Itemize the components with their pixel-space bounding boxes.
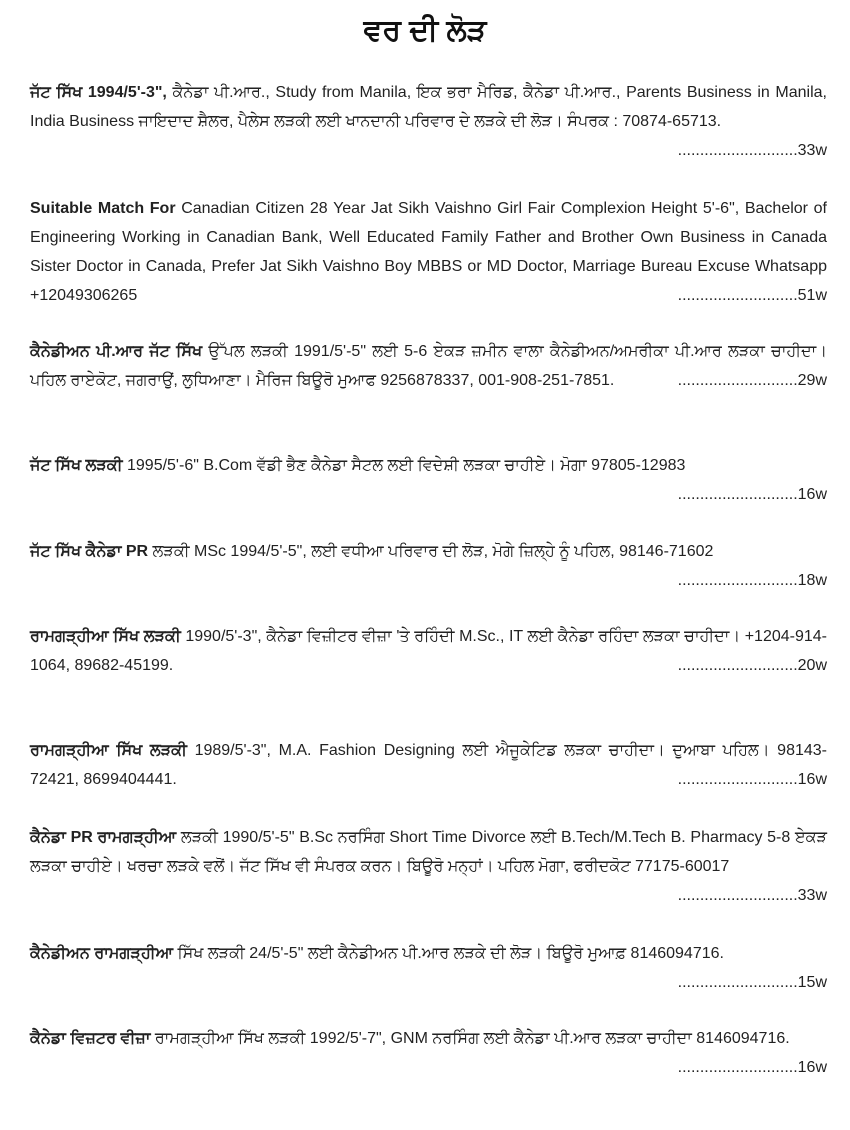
ad-code: ...........................29w (677, 372, 827, 389)
ad-lead: ਕੈਨੇਡੀਅਨ ਰਾਮਗੜ੍ਹੀਆ (30, 945, 173, 962)
ad-body: ਕੈਨੇਡਾ ਪੀ.ਆਰ., Study from Manila, ਇਕ ਭਰਾ ਮੈਰਿਡ, ਕੈਨੇਡਾ ਪੀ.ਆਰ., Parents Business in Manila, India Business ਜਾਇਦਾਦ ਸ਼ੈਲਰ, ਪੈਲੇਸ ਲੜਕੀ ਲਈ ਖਾਨਦਾਨੀ ਪਰਿਵਾਰ ਦੇ ਲੜਕੇ ਦੀ ਲੋੜ। ਸੰਪਰਕ : 70874-65713. (30, 84, 828, 130)
ad-body: ਉੱਪਲ ਲੜਕੀ 1991/5'-5" ਲਈ 5-6 ਏਕੜ ਜ਼ਮੀਨ ਵਾਲਾ ਕੈਨੇਡੀਅਨ/ਅਮਰੀਕਾ ਪੀ.ਆਰ ਲੜਕਾ ਚਾਹੀਦਾ। ਪਹਿਲ ਰਾਏਕੋਟ, ਜਗਰਾਉਂ, ਲੁਧਿਆਣਾ। ਮੈਰਿਜ ਬਿਊਰੋ ਮੁਆਫ 9256878337, 001-908-251-7851. (30, 343, 827, 389)
ad-text (30, 1024, 827, 1053)
ad-code: ...........................33w (677, 887, 827, 904)
ad-text (30, 939, 827, 968)
ad-text (30, 622, 827, 680)
ad-lead: ਜੱਟ ਸਿੱਖ 1994/5'-3", (30, 84, 167, 101)
ad-body: ਲੜਕੀ MSc 1994/5'-5", ਲਈ ਵਧੀਆ ਪਰਿਵਾਰ ਦੀ ਲੋੜ, ਮੋਗੇ ਜ਼ਿਲ੍ਹੇ ਨੂੰ ਪਹਿਲ, 98146-71602 (148, 543, 714, 560)
ad-body: ਰਾਮਗੜ੍ਹੀਆ ਸਿੱਖ ਲੜਕੀ 1992/5'-7", GNM ਨਰਸਿੰਗ ਲਈ ਕੈਨੇਡਾ ਪੀ.ਆਰ ਲੜਕਾ ਚਾਹੀਦਾ 8146094716. (150, 1030, 790, 1047)
ad-text (30, 451, 827, 480)
ad-lead: ਜੱਟ ਸਿੱਖ ਕੈਨੇਡਾ PR (30, 543, 149, 560)
ad-code: ...........................16w (677, 1059, 827, 1076)
classified-ad (30, 939, 827, 997)
ad-code: ...........................15w (677, 974, 827, 991)
classified-ad (30, 823, 827, 910)
classified-ad (30, 537, 827, 595)
ad-lead: ਜੱਟ ਸਿੱਖ ਲੜਕੀ (30, 457, 123, 474)
ad-code: ...........................33w (677, 142, 827, 159)
ad-code: ...........................16w (677, 486, 827, 503)
ad-lead: ਕੈਨੇਡਾ PR ਰਾਮਗੜ੍ਹੀਆ (30, 829, 177, 846)
ad-text (30, 537, 827, 566)
ad-body: ਲੜਕੀ 1990/5'-5" B.Sc ਨਰਸਿੰਗ Short Time Divorce ਲਈ B.Tech/M.Tech B. Pharmacy 5-8 ਏਕੜ ਲੜਕਾ ਚਾਹੀਏ। ਖਰਚਾ ਲੜਕੇ ਵਲੋਂ। ਜੱਟ ਸਿੱਖ ਵੀ ਸੰਪਰਕ ਕਰਨ। ਬਿਊਰੋ ਮਨ੍ਹਾਂ। ਪਹਿਲ ਮੋਗਾ, ਫਰੀਦਕੋਟ 77175-60017 (30, 829, 827, 875)
ad-body: ਸਿੱਖ ਲੜਕੀ 24/5'-5" ਲਈ ਕੈਨੇਡੀਅਨ ਪੀ.ਆਰ ਲੜਕੇ ਦੀ ਲੋੜ। ਬਿਊਰੋ ਮੁਆਫ਼ 8146094716. (173, 945, 724, 962)
ad-lead: ਰਾਮਗੜ੍ਹੀਆ ਸਿੱਖ ਲੜਕੀ (30, 628, 181, 645)
classified-ad (30, 1024, 827, 1082)
ad-body: 1995/5'-6" B.Com ਵੱਡੀ ਭੈਣ ਕੈਨੇਡਾ ਸੈਟਲ ਲਈ ਵਿਦੇਸ਼ੀ ਲੜਕਾ ਚਾਹੀਏ। ਮੋਗਾ 97805-12983 (122, 457, 686, 474)
ad-code: ...........................18w (677, 572, 827, 589)
ad-text (30, 78, 827, 136)
ad-lead: ਰਾਮਗੜ੍ਹੀਆ ਸਿੱਖ ਲੜਕੀ (30, 742, 187, 759)
classified-ad (30, 78, 827, 165)
ad-code: ...........................16w (677, 771, 827, 788)
ad-code: ...........................20w (677, 657, 827, 674)
classified-ad (30, 194, 827, 310)
ad-body: 1989/5'-3", M.A. Fashion Designing ਲਈ ਐਜੂਕੇਟਿਡ ਲੜਕਾ ਚਾਹੀਦਾ। ਦੁਆਬਾ ਪਹਿਲ। 98143-72421, 8699404441. (30, 742, 827, 788)
ad-text (30, 337, 827, 395)
ad-code: ...........................51w (677, 287, 827, 304)
ad-text (30, 194, 827, 310)
ad-body: Canadian Citizen 28 Year Jat Sikh Vaishno Girl Fair Complexion Height 5'-6", Bachelor of Engineering Working in Canadian Bank, Well Educated Family Father and Brother Own Business in Canada Sister Doctor in Canada, Prefer Jat Sikh Vaishno Boy MBBS or MD Doctor, Marriage Bureau Excuse Whatsapp +12049306265 (30, 200, 828, 304)
classified-ad (30, 451, 827, 509)
classified-ad (30, 736, 827, 794)
page-title: ਵਰ ਦੀ ਲੋੜ (363, 14, 487, 47)
ad-lead: Suitable Match For (30, 200, 176, 217)
classified-ad (30, 337, 827, 395)
classified-ad (30, 622, 827, 680)
ad-body: 1990/5'-3", ਕੈਨੇਡਾ ਵਿਜ਼ੀਟਰ ਵੀਜ਼ਾ 'ਤੇ ਰਹਿੰਦੀ M.Sc., IT ਲਈ ਕੈਨੇਡਾ ਰਹਿੰਦਾ ਲੜਕਾ ਚਾਹੀਦਾ। +1204-914-1064, 89682-45199. (30, 628, 827, 674)
ad-text (30, 823, 827, 881)
ad-text (30, 736, 827, 794)
ad-lead: ਕੈਨੇਡੀਅਨ ਪੀ.ਆਰ ਜੱਟ ਸਿੱਖ (30, 343, 203, 360)
ad-lead: ਕੈਨੇਡਾ ਵਿਜ਼ਟਰ ਵੀਜ਼ਾ (30, 1030, 151, 1047)
